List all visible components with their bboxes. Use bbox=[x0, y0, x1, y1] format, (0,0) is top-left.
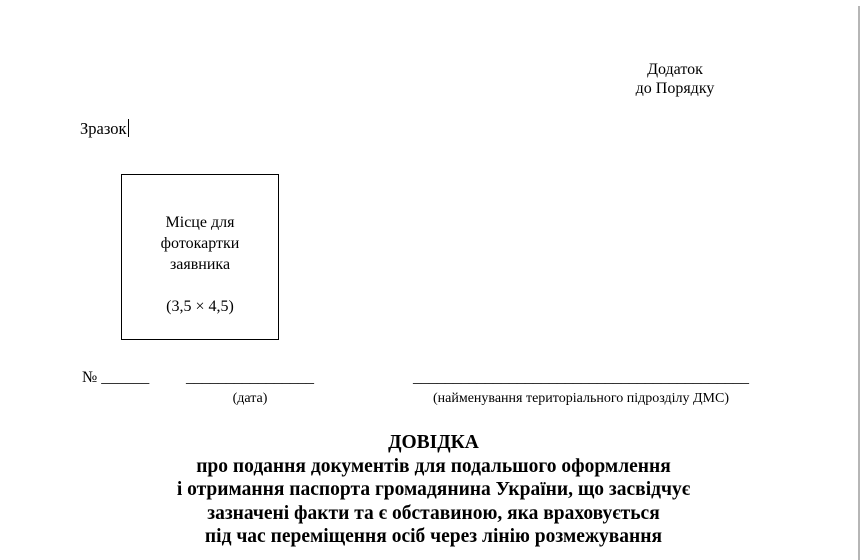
document-title-line: про подання документів для подальшого оформлення bbox=[196, 455, 671, 477]
photo-box-line: Місце для bbox=[165, 214, 235, 231]
document-title-line: зазначені факти та є обставиною, яка враховується bbox=[207, 502, 660, 524]
annex-line: до Порядку bbox=[635, 79, 715, 97]
document-title-line: під час переміщення осіб через лінію розмежування bbox=[204, 526, 663, 547]
sample-label bbox=[80, 119, 129, 139]
annex-line: Додаток bbox=[647, 61, 703, 78]
org-caption: (найменування територіального підрозділу ДМС) bbox=[432, 391, 729, 406]
text-cursor bbox=[128, 119, 129, 137]
annex-reference bbox=[585, 61, 765, 98]
photo-box-line: заявника bbox=[169, 256, 231, 273]
document-title-heading: ДОВІДКА bbox=[388, 432, 479, 453]
document-number-blank: № ______ bbox=[82, 369, 150, 386]
photo-placeholder-box bbox=[121, 174, 279, 340]
date-field bbox=[185, 369, 315, 406]
org-blank-line: __________________________________________ bbox=[413, 369, 749, 386]
photo-box-line: фотокартки bbox=[160, 235, 240, 252]
date-blank-line: ________________ bbox=[186, 369, 314, 386]
org-field bbox=[410, 369, 752, 406]
document-title bbox=[0, 431, 867, 549]
document-title-line: і отримання паспорта громадянина України, що засвідчує bbox=[176, 479, 691, 500]
sample-label-text: Зразок bbox=[80, 119, 127, 138]
photo-size-label: (3,5 × 4,5) bbox=[166, 298, 234, 315]
date-caption: (дата) bbox=[232, 391, 268, 406]
